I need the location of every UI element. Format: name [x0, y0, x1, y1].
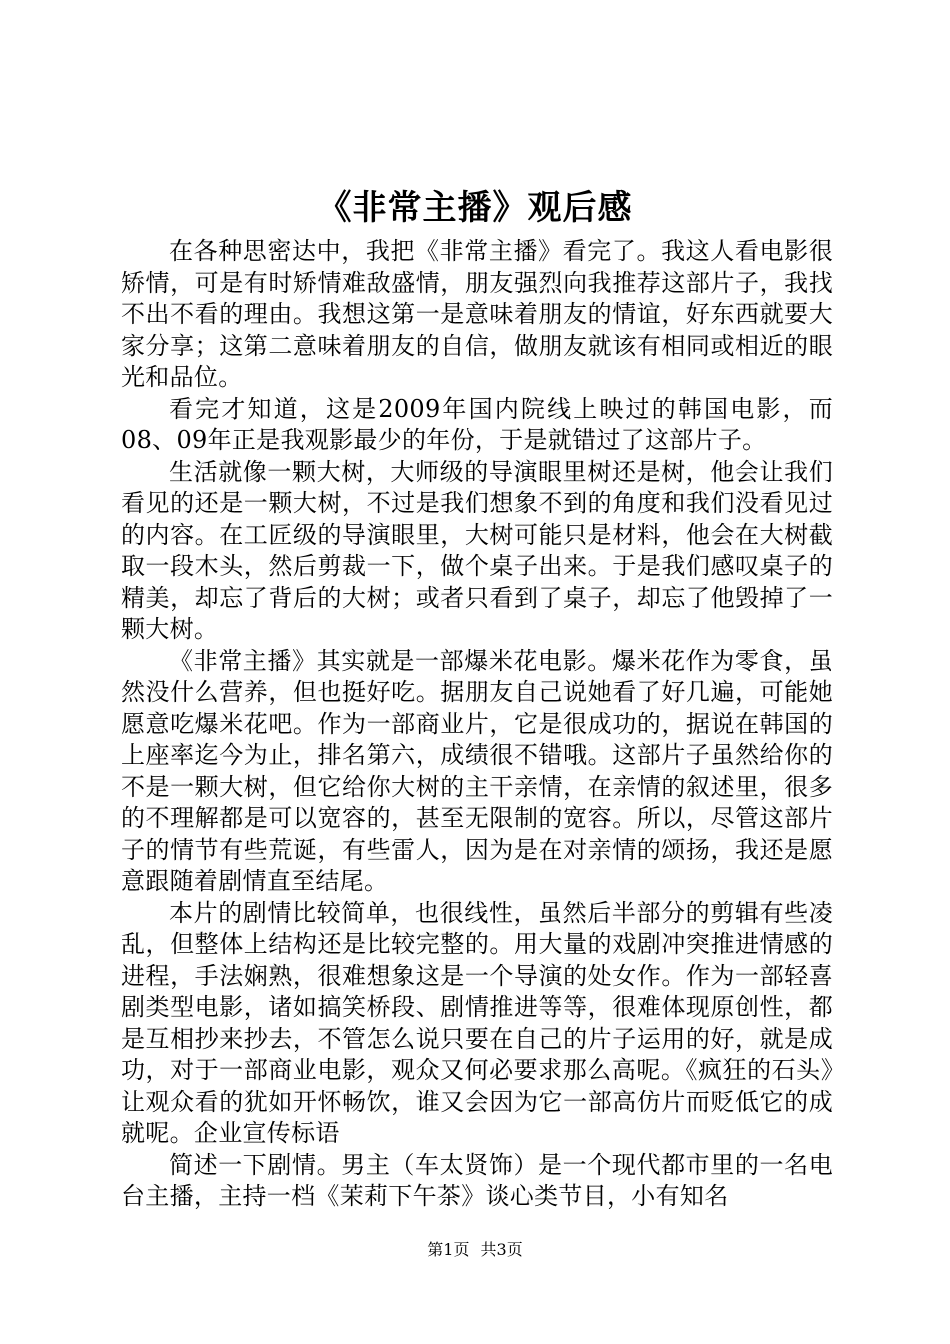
document-title: 《非常主播》观后感: [317, 188, 633, 228]
paragraph-4: 《非常主播》其实就是一部爆米花电影。爆米花作为零食，虽然没什么营养，但也挺好吃。据朋友自己说她看了好几遍，可能她愿意吃爆米花吧。作为一部商业片，它是很成功的，据说在韩国的上座率迄今为止，排名第六，成绩很不错哦。这部片子虽然给你的不是一颗大树，但它给你大树的主干亲情，在亲情的叙述里，很多的不理解都是可以宽容的，甚至无限制的宽容。所以，尽管这部片子的情节有些荒诞，有些雷人，因为是在对亲情的颂扬，我还是愿意跟随着剧情直至结尾。: [121, 646, 833, 895]
paragraph-1: 在各种思密达中，我把《非常主播》看完了。我这人看电影很矫情，可是有时矫情难敌盛情，朋友强烈向我推荐这部片子，我找不出不看的理由。我想这第一是意味着朋友的情谊，好东西就要大家分享；这第二意味着朋友的自信，做朋友就该有相同或相近的眼光和品位。: [121, 237, 833, 391]
paragraph-5: 本片的剧情比较简单，也很线性，虽然后半部分的剪辑有些凌乱，但整体上结构还是比较完整的。用大量的戏剧冲突推进情感的进程，手法娴熟，很难想象这是一个导演的处女作。作为一部轻喜剧类型电影，诸如搞笑桥段、剧情推进等等，很难体现原创性，都是互相抄来抄去，不管怎么说只要在自己的片子运用的好，就是成功，对于一部商业电影，观众又何必要求那么高呢。《疯狂的石头》让观众看的犹如开怀畅饮，谁又会因为它一部高仿片而贬低它的成就呢。企业宣传标语: [121, 898, 833, 1147]
paragraph-6: 简述一下剧情。男主（车太贤饰）是一个现代都市里的一名电台主播，主持一档《茉莉下午茶》谈心类节目，小有知名: [121, 1150, 833, 1210]
document-body: [121, 236, 833, 1213]
page-total: 共3页: [480, 1240, 523, 1259]
paragraph-3: 生活就像一颗大树，大师级的导演眼里树还是树，他会让我们看见的还是一颗大树，不过是我们想象不到的角度和我们没看见过的内容。在工匠级的导演眼里，大树可能只是材料，他会在大树截取一段木头，然后剪裁一下，做个桌子出来。于是我们感叹桌子的精美，却忘了背后的大树；或者只看到了桌子，却忘了他毁掉了一颗大树。: [121, 457, 833, 643]
paragraph-2: 看完才知道，这是2009年国内院线上映过的韩国电影，而08、09年正是我观影最少的年份，于是就错过了这部片子。: [121, 394, 833, 454]
page-footer: [0, 1240, 950, 1260]
page-number: 第1页: [427, 1240, 470, 1259]
